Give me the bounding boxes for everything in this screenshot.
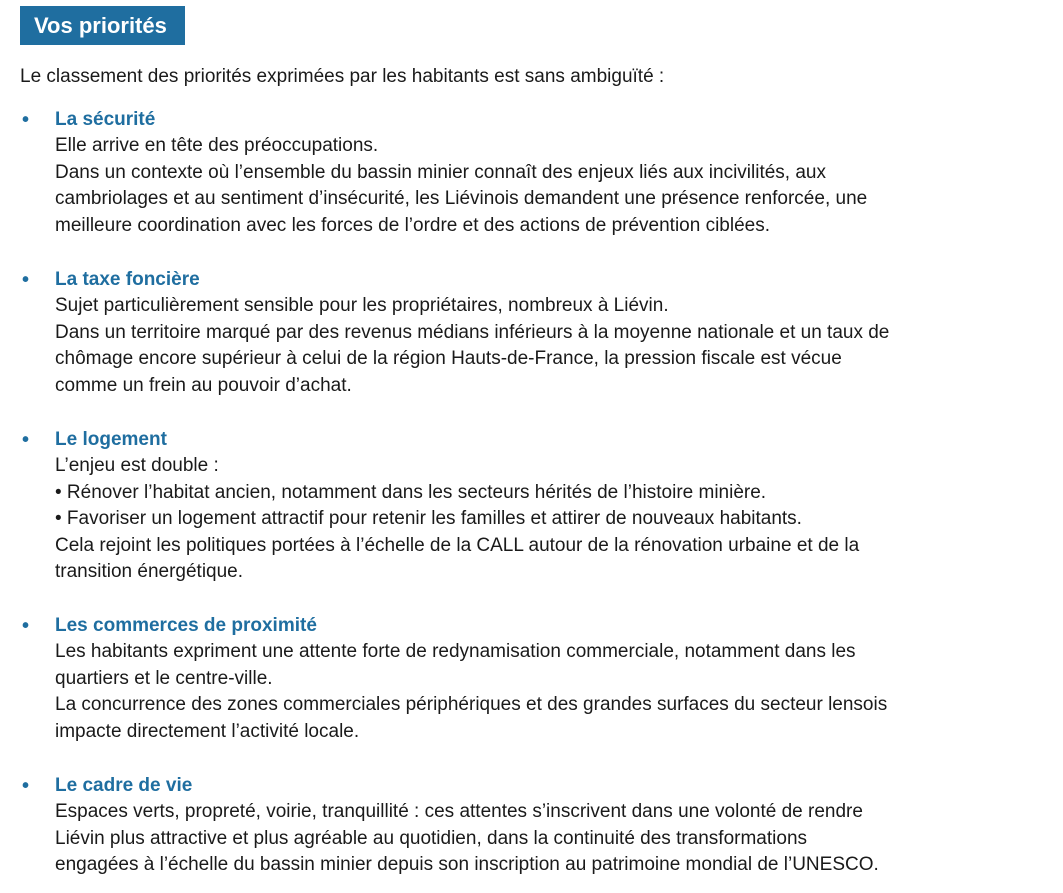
priority-title: La sécurité [55,109,156,130]
body-line: • Favoriser un logement attractif pour retenir les familles et attirer de nouveaux habitants. [55,508,802,529]
priority-body [55,293,1045,399]
priority-title: Le cadre de vie [55,775,193,796]
body-line: Cela rejoint les politiques portées à l’échelle de la CALL autour de la rénovation urbaine et de la [55,534,860,556]
body-line: Elle arrive en tête des préoccupations. [55,135,379,156]
body-line: cambriolages et au sentiment d’insécurité, les Liévinois demandent une présence renforcée, une [55,188,868,209]
section-header: Vos priorités [20,6,185,45]
body-line: Espaces verts, propreté, voirie, tranquillité : ces attentes s’inscrivent dans une volonté de rendre [55,801,863,822]
priority-title: Les commerces de proximité [55,615,317,636]
body-line: Dans un contexte où l’ensemble du bassin minier connaît des enjeux liés aux incivilités, aux [55,161,826,183]
body-line: meilleure coordination avec les forces de l’ordre et des actions de prévention ciblées. [55,214,771,236]
priority-title: La taxe foncière [55,269,200,290]
priority-body [55,639,1045,745]
body-line: • Rénover l’habitat ancien, notamment dans les secteurs hérités de l’histoire minière. [55,481,767,503]
bullet-icon: • [22,429,30,451]
intro-text: Le classement des priorités exprimées par les habitants est sans ambiguïté : [20,66,665,87]
body-line: engagées à l’échelle du bassin minier depuis son inscription au patrimoine mondial de l’UNESCO. [55,854,879,875]
priority-body [55,453,1045,586]
body-line: Sujet particulièrement sensible pour les propriétaires, nombreux à Liévin. [55,295,669,316]
bullet-icon: • [22,615,30,637]
body-line: Dans un territoire marqué par des revenus médians inférieurs à la moyenne nationale et un taux de [55,321,890,343]
body-line: impacte directement l’activité locale. [55,720,360,742]
priority-body [55,133,1045,239]
body-line: Les habitants expriment une attente forte de redynamisation commerciale, notamment dans les [55,641,856,662]
bullet-icon: • [22,269,30,291]
bullet-icon: • [22,775,30,797]
body-line: chômage encore supérieur à celui de la région Hauts-de-France, la pression fiscale est vécue [55,348,842,369]
body-line: comme un frein au pouvoir d’achat. [55,374,352,396]
body-line: La concurrence des zones commerciales périphériques et des grandes surfaces du secteur lensois [55,694,888,715]
priority-body [55,799,1045,879]
body-line: transition énergétique. [55,561,244,582]
priority-title: Le logement [55,429,167,450]
body-line: L’enjeu est double : [55,455,219,476]
body-line: quartiers et le centre-ville. [55,667,273,689]
bullet-icon: • [22,109,30,131]
body-line: Liévin plus attractive et plus agréable au quotidien, dans la continuité des transformations [55,827,808,849]
